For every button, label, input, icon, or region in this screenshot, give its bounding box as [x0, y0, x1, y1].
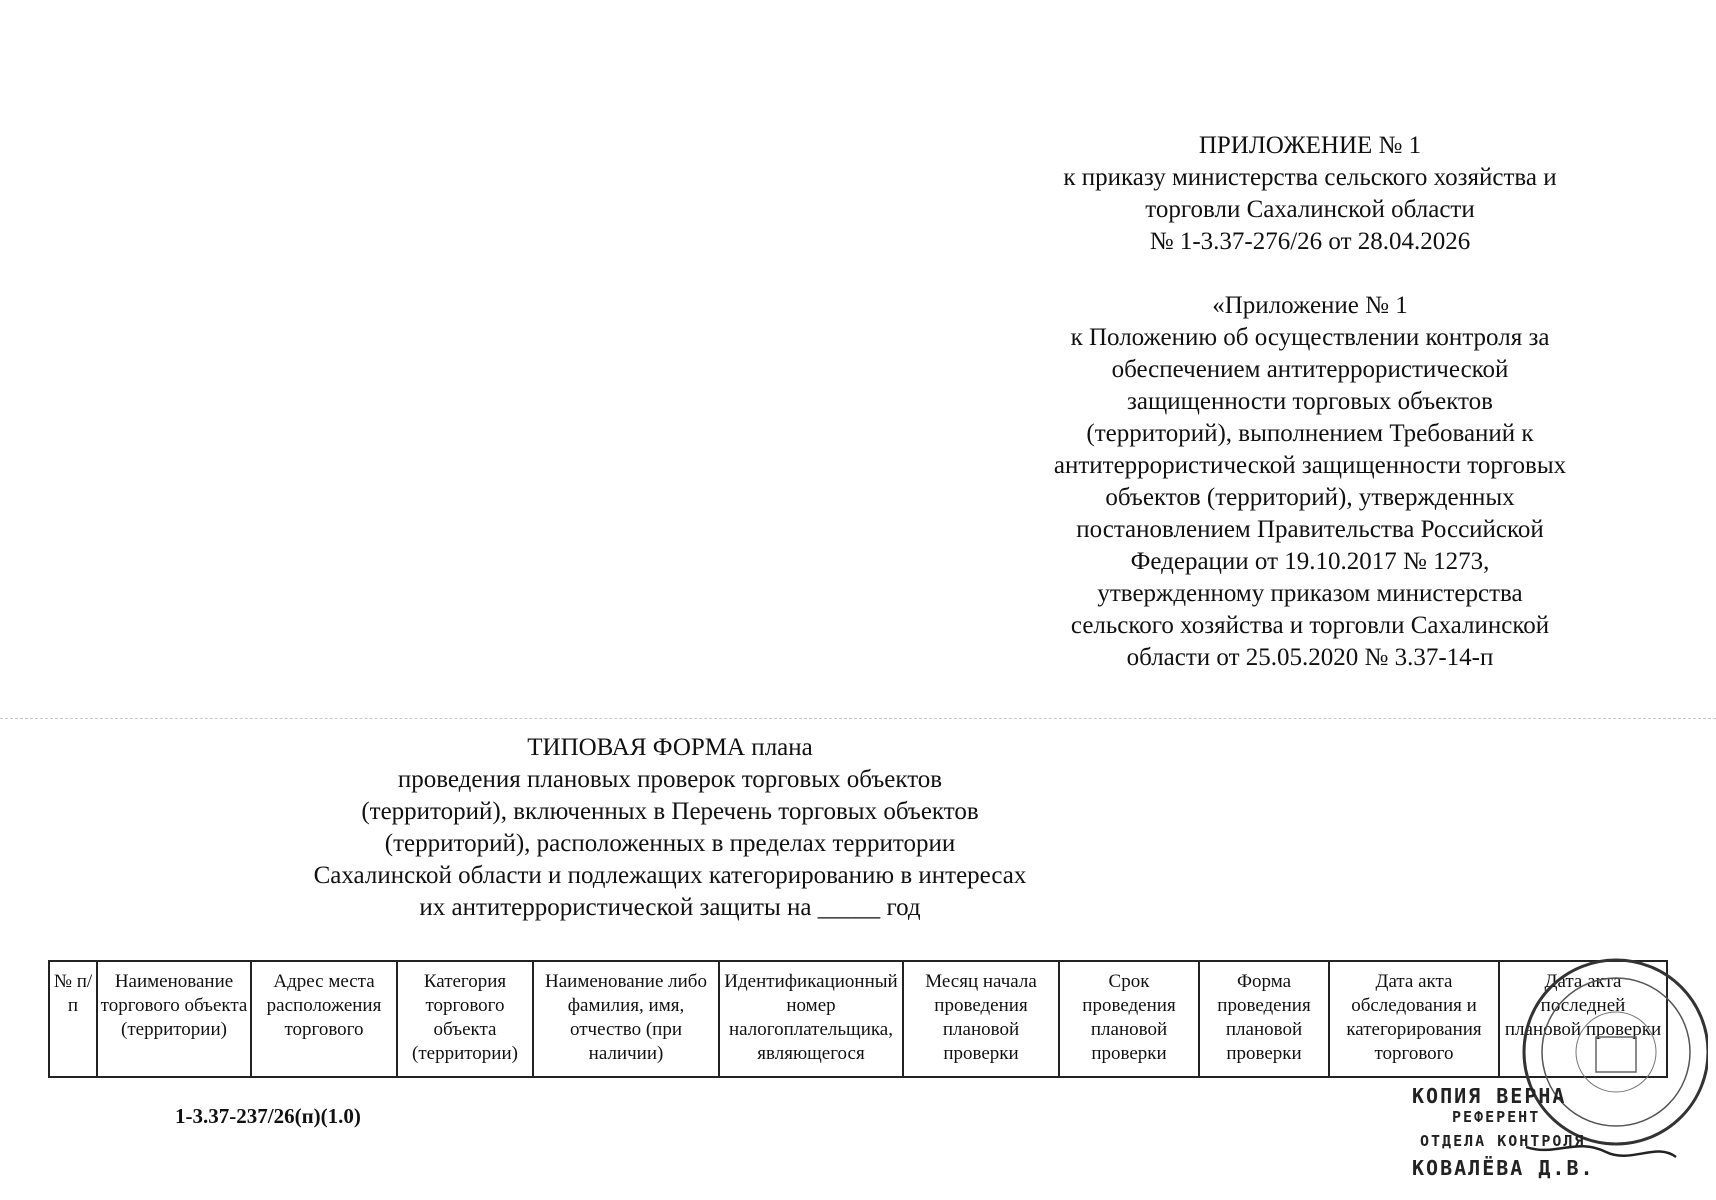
quoted-appendix-line: к Положению об осуществлении контроля за — [1070, 324, 1550, 351]
col-category: Категория торгового объекта (территории) — [397, 961, 533, 1077]
col-inspection-form: Форма проведения плановой проверки — [1199, 961, 1329, 1077]
col-object-name: Наименование торгового объекта (территории) — [97, 961, 251, 1077]
quoted-appendix-line: Федерации от 19.10.2017 № 1273, — [1130, 548, 1490, 575]
col-duration: Срок проведения плановой проверки — [1059, 961, 1199, 1077]
quoted-appendix-line: антитеррористической защищенности торговых — [1053, 452, 1567, 479]
quoted-appendix-heading: «Приложение № 1 — [1212, 292, 1408, 319]
quoted-appendix-line: обеспечением антитеррористической — [1111, 356, 1509, 383]
stamp-department: ОТДЕЛА КОНТРОЛЯ — [1420, 1132, 1586, 1150]
scan-artifact-line — [0, 718, 1716, 719]
appendix-block — [990, 130, 1630, 674]
form-title-line: проведения плановых проверок торговых объектов — [397, 766, 943, 793]
stamp-copy-certified: КОПИЯ ВЕРНА — [1412, 1084, 1567, 1108]
quoted-appendix-line: постановлением Правительства Российской — [1076, 516, 1544, 543]
appendix-line: торговли Сахалинской области — [1145, 196, 1475, 223]
col-last-inspection-date: Дата акта последней плановой проверки — [1499, 961, 1667, 1077]
appendix-heading: ПРИЛОЖЕНИЕ № 1 — [1198, 132, 1422, 159]
quoted-appendix-line: (территорий), выполнением Требований к — [1086, 420, 1534, 447]
form-title-line: Сахалинской области и подлежащих категорированию в интересах — [313, 862, 1027, 889]
col-owner-name: Наименование либо фамилия, имя, отчество (при наличии) — [533, 961, 719, 1077]
quoted-appendix-line: области от 25.05.2020 № 3.37-14-п — [1126, 644, 1494, 671]
col-address: Адрес места расположения торгового — [251, 961, 397, 1077]
spacer — [990, 258, 1630, 290]
stamp-signer-name: КОВАЛЁВА Д.В. — [1412, 1156, 1595, 1180]
quoted-appendix-line: защищенности торговых объектов — [1127, 388, 1493, 415]
quoted-appendix-line: сельского хозяйства и торговли Сахалинской — [1070, 612, 1550, 639]
form-title-line: (территорий), расположенных в пределах территории — [384, 830, 956, 857]
col-number: № п/п — [49, 961, 97, 1077]
quoted-appendix-line: утвержденному приказом министерства — [1097, 580, 1523, 607]
col-start-month: Месяц начала проведения плановой проверки — [903, 961, 1059, 1077]
quoted-appendix-line: объектов (территорий), утвержденных — [1105, 484, 1515, 511]
form-title-line: ТИПОВАЯ ФОРМА плана — [527, 734, 813, 761]
form-title — [313, 732, 1027, 924]
document-code: 1-3.37-237/26(п)(1.0) — [175, 1104, 361, 1128]
form-title-line: их антитеррористической защиты на _____ год — [419, 894, 921, 921]
appendix-line: к приказу министерства сельского хозяйства и — [1063, 164, 1557, 191]
appendix-order-number: № 1-3.37-276/26 от 28.04.2026 — [1149, 228, 1471, 255]
col-taxpayer-id: Идентификационный номер налогоплательщика, являющегося — [719, 961, 903, 1077]
stamp-position: РЕФЕРЕНТ — [1452, 1108, 1541, 1126]
form-title-line: (территорий), включенных в Перечень торговых объектов — [361, 798, 979, 825]
col-survey-act-date: Дата акта обследования и категорирования торгового — [1329, 961, 1499, 1077]
